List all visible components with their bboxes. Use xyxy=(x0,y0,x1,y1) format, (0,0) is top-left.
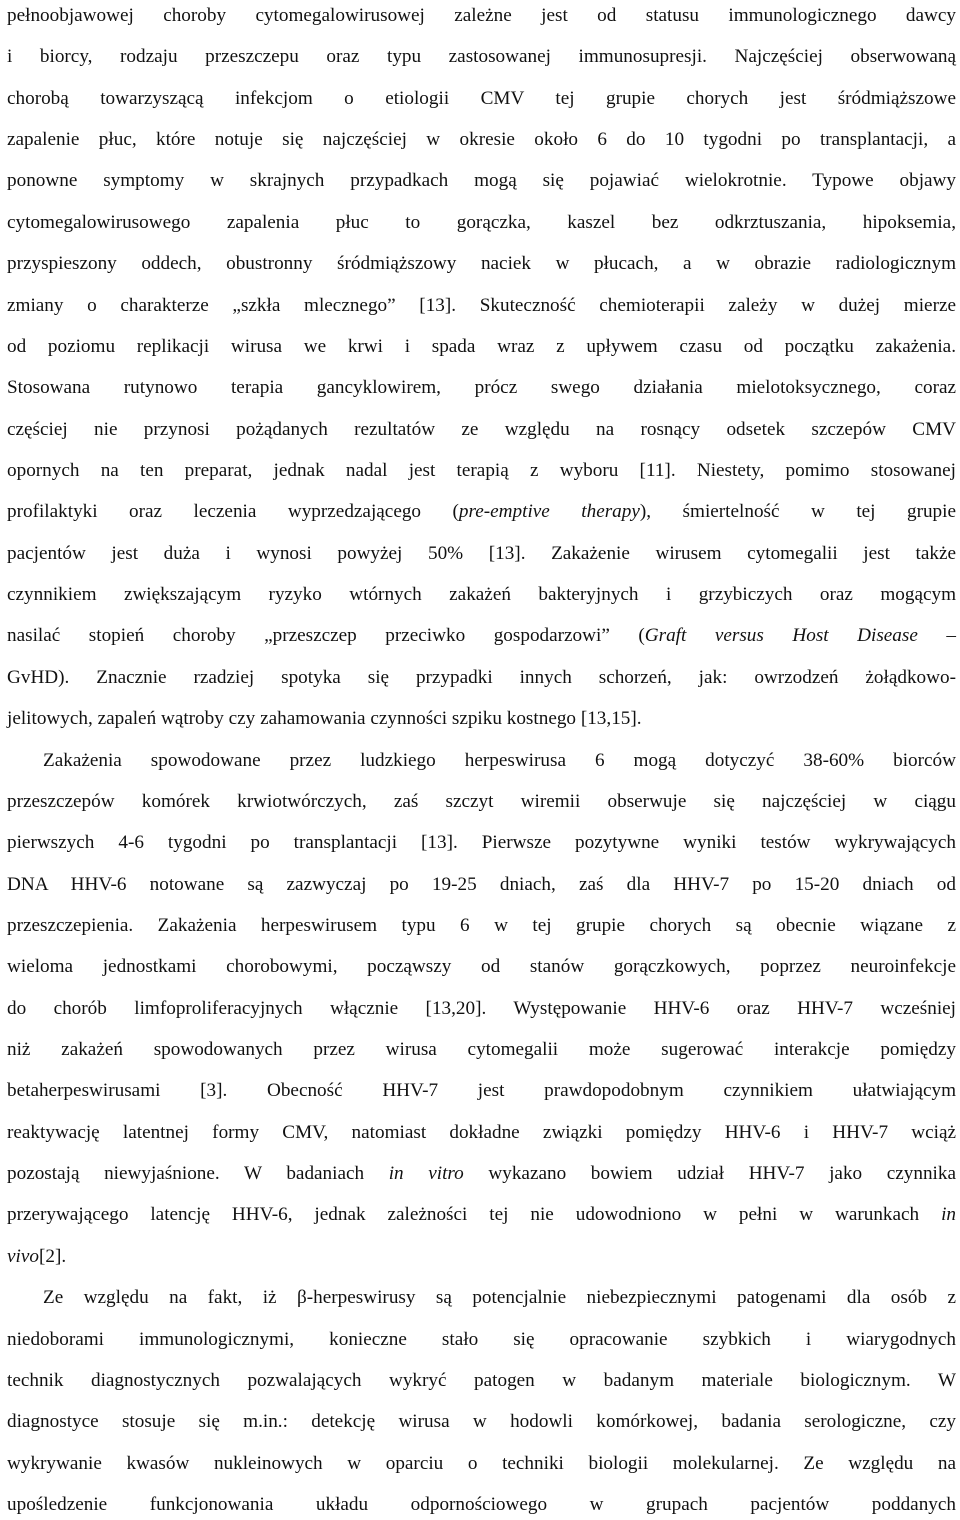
italic-text: in vitro xyxy=(388,1163,464,1185)
text-line xyxy=(7,497,956,527)
text-segment: przyspieszony oddech, obustronny śródmiąższowy naciek w płucach, a w obrazie radiologicznym xyxy=(7,253,956,275)
text-line xyxy=(7,166,956,196)
text-line xyxy=(7,663,956,693)
text-line xyxy=(7,1325,956,1355)
text-line xyxy=(7,84,956,114)
text-segment: pełnoobjawowej choroby cytomegalowirusowej zależne jest od statusu immunologicznego dawcy xyxy=(7,5,956,26)
text-line xyxy=(7,1076,956,1106)
text-line xyxy=(7,539,956,569)
text-segment: pierwszych 4-6 tygodni po transplantacji [13]. Pierwsze pozytywne wyniki testów wykrywających xyxy=(7,832,956,854)
text-line xyxy=(7,208,956,238)
text-segment: opornych na ten preparat, jednak nadal jest terapią z wyboru [11]. Niestety, pomimo stosowanej xyxy=(7,460,956,481)
text-segment: pacjentów jest duża i wynosi powyżej 50% [13]. Zakażenie wirusem cytomegalii jest także xyxy=(7,542,956,564)
text-segment: DNA HHV-6 notowane są zazwyczaj po 19-25 dniach, zaś dla HHV-7 po 15-20 dniach od xyxy=(7,873,956,895)
text-line xyxy=(7,1366,956,1396)
text-segment: betaherpeswirusami [3]. Obecność HHV-7 jest prawdopodobnym czynnikiem ułatwiającym xyxy=(7,1080,956,1102)
text-segment: upośledzenie funkcjonowania układu odpornościowego w grupach pacjentów poddanych xyxy=(7,1494,956,1515)
text-segment: wieloma jednostkami chorobowymi, począwszy od stanów gorączkowych, poprzez neuroinfekcje xyxy=(7,956,956,978)
text-segment: [2]. xyxy=(38,1245,67,1267)
text-segment: chorobą towarzyszącą infekcjom o etiologii CMV tej grupie chorych jest śródmiąższowe xyxy=(7,87,956,109)
italic-text: pre-emptive therapy xyxy=(458,501,640,523)
text-segment: przeszczepienia. Zakażenia herpeswirusem typu 6 w tej grupie chorych są obecnie wiązane z xyxy=(7,914,956,936)
text-line xyxy=(7,456,956,486)
text-segment: częściej nie przynosi pożądanych rezultatów ze względu na rosnący odsetek szczepów CMV xyxy=(7,418,956,440)
text-segment: reaktywację latentnej formy CMV, natomiast dokładne związki pomiędzy HHV-6 i HHV-7 wciąż xyxy=(7,1121,956,1143)
text-segment: przeszczepów komórek krwiotwórczych, zaś szczyt wiremii obserwuje się najczęściej w ciągu xyxy=(7,790,956,812)
text-line xyxy=(43,1283,956,1313)
text-segment: zapalenie płuc, które notuje się najczęściej w okresie około 6 do 10 tygodni po transplantacji, a xyxy=(7,129,956,151)
text-line xyxy=(7,373,956,403)
text-segment: wykazano bowiem udział HHV-7 jako czynnika xyxy=(463,1163,956,1185)
text-line xyxy=(7,704,956,734)
text-line xyxy=(7,828,956,858)
text-line xyxy=(7,1,956,31)
italic-text: in xyxy=(941,1204,956,1226)
text-line xyxy=(7,952,956,982)
text-line xyxy=(7,1407,956,1437)
text-line xyxy=(7,787,956,817)
text-line xyxy=(7,1035,956,1065)
text-segment: jelitowych, zapaleń wątroby czy zahamowania czynności szpiku kostnego [13,15]. xyxy=(7,708,642,730)
text-line xyxy=(7,1200,956,1230)
text-line xyxy=(7,249,956,279)
text-segment: ponowne symptomy w skrajnych przypadkach mogą się pojawiać wielokrotnie. Typowe objawy xyxy=(7,170,956,192)
text-line xyxy=(7,415,956,445)
text-segment: GvHD). Znacznie rzadziej spotyka się przypadki innych schorzeń, jak: owrzodzeń żołądkowo- xyxy=(7,666,956,688)
text-segment: zmiany o charakterze „szkła mlecznego” [13]. Skuteczność chemioterapii zależy w dużej mierze xyxy=(7,294,956,316)
text-line xyxy=(7,291,956,321)
text-segment: od poziomu replikacji wirusa we krwi i spada wraz z upływem czasu od początku zakażenia. xyxy=(7,335,956,357)
text-segment: niż zakażeń spowodowanych przez wirusa cytomegalii może sugerować interakcje pomiędzy xyxy=(7,1039,956,1060)
italic-text: vivo xyxy=(7,1245,39,1267)
text-segment: do chorób limfoproliferacyjnych włącznie [13,20]. Występowanie HHV-6 oraz HHV-7 wcześniej xyxy=(7,997,956,1019)
text-line xyxy=(7,125,956,155)
text-segment: ), śmiertelność w tej grupie xyxy=(639,501,956,523)
text-segment: diagnostyce stosuje się m.in.: detekcję wirusa w hodowli komórkowej, badania serologiczne, czy xyxy=(7,1411,956,1433)
text-line xyxy=(7,1490,956,1520)
text-segment: Zakażenia spowodowane przez ludzkiego herpeswirusa 6 mogą dotyczyć 38-60% biorców xyxy=(43,749,956,771)
text-line xyxy=(43,746,956,776)
text-segment: Stosowana rutynowo terapia gancyklowirem, prócz swego działania mielotoksycznego, coraz xyxy=(7,377,956,399)
text-segment: profilaktyki oraz leczenia wyprzedzającego ( xyxy=(7,501,459,523)
text-line xyxy=(7,42,956,72)
text-line xyxy=(7,580,956,610)
text-segment: nasilać stopień choroby „przeszczep przeciwko gospodarzowi” ( xyxy=(7,625,645,647)
text-line xyxy=(7,1242,956,1272)
text-line xyxy=(7,621,956,651)
text-segment: przerywającego latencję HHV-6, jednak zależności tej nie udowodniono w pełni w warunkach xyxy=(7,1204,942,1226)
text-segment: – xyxy=(917,625,956,647)
text-segment: cytomegalowirusowego zapalenia płuc to gorączka, kaszel bez odkrztuszania, hipoksemia, xyxy=(7,211,956,233)
text-segment: pozostają niewyjaśnione. W badaniach xyxy=(7,1163,389,1185)
text-line xyxy=(7,1449,956,1479)
text-line xyxy=(7,1118,956,1148)
text-segment: i biorcy, rodzaju przeszczepu oraz typu zastosowanej immunosupresji. Najczęściej obserwowaną xyxy=(7,46,956,68)
text-segment: czynnikiem zwiększającym ryzyko wtórnych zakażeń bakteryjnych i grzybiczych oraz mogącym xyxy=(7,584,956,605)
text-line xyxy=(7,332,956,362)
text-segment: wykrywanie kwasów nukleinowych w oparciu o techniki biologii molekularnej. Ze względu na xyxy=(7,1452,956,1474)
text-line xyxy=(7,994,956,1024)
text-segment: Ze względu na fakt, iż β-herpeswirusy są potencjalnie niebezpiecznymi patogenami dla osób z xyxy=(43,1287,956,1309)
text-line xyxy=(7,911,956,941)
text-line xyxy=(7,870,956,900)
text-segment: technik diagnostycznych pozwalających wykryć patogen w badanym materiale biologicznym. W xyxy=(7,1369,956,1391)
text-line xyxy=(7,1159,956,1189)
italic-text: Graft versus Host Disease xyxy=(644,625,918,647)
text-segment: niedoborami immunologicznymi, konieczne stało się opracowanie szybkich i wiarygodnych xyxy=(7,1328,956,1350)
